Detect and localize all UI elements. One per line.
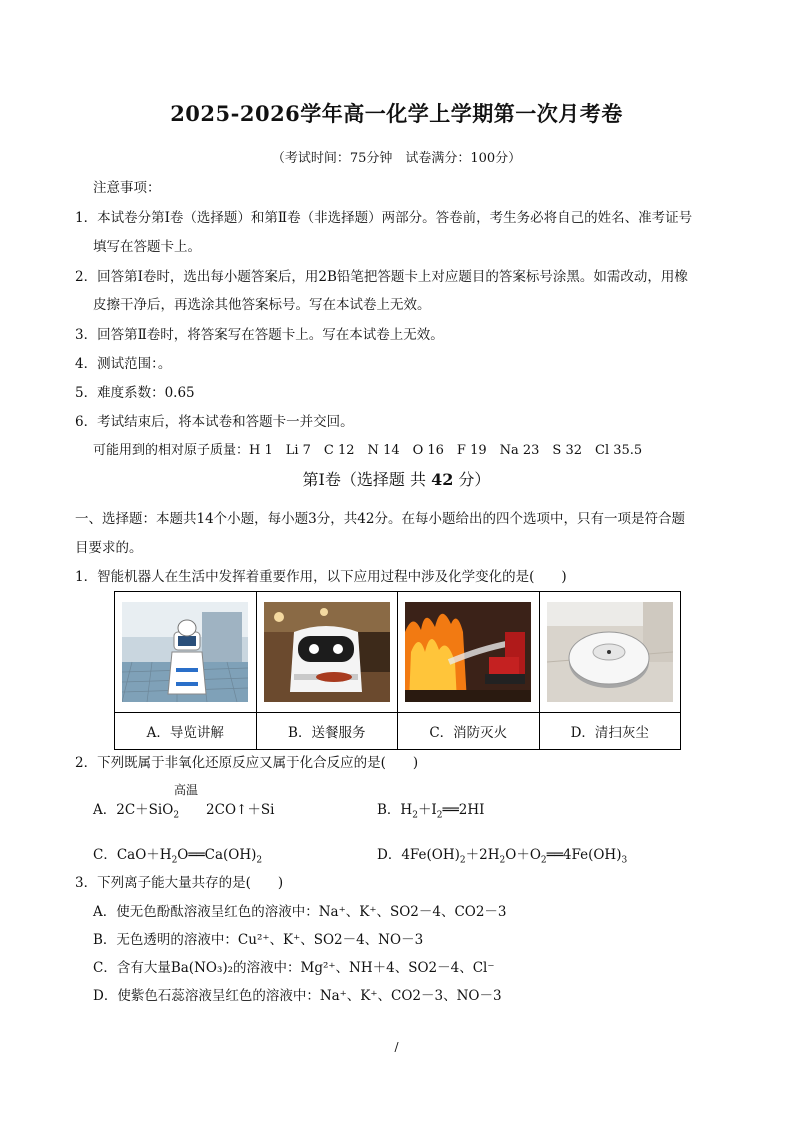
atomic-masses: 可能用到的相对原子质量：H 1 Li 7 C 12 N 14 O 16 F 19 Na 23 S 32 Cl 35.5 [93,443,643,458]
option-b-image-cell [256,592,398,713]
section-heading: 第Ⅰ卷（选择题 共 42 分） [302,470,491,489]
q2-option-c: C．$CaO+H_2O══Ca(OH)_2$ [93,847,263,866]
option-b-caption: B．送餐服务 [256,713,398,750]
q2-option-d: D．$4Fe(OH)_2+2H_2O+O_2══4Fe(OH)_3$ [377,847,628,866]
reaction-condition: 高温 [174,783,199,797]
q3-option-a: A．使无色酚酞溶液呈红色的溶液中：Na⁺、K⁺、SO2－4、CO2－3 [93,904,507,920]
q3-option-b: B．无色透明的溶液中：Cu²⁺、K⁺、SO2－4、NO－3 [93,932,424,948]
question-3-stem: 3．下列离子能大量共存的是( ) [75,875,284,891]
firefighting-robot-image [405,602,531,702]
exam-title: 2025-2026学年高一化学上学期第一次月考卷 [170,101,623,126]
note-6: 6．考试结束后，将本试卷和答题卡一并交回。 [75,414,354,430]
question-1-stem: 1．智能机器人在生活中发挥着重要作用，以下应用过程中涉及化学变化的是( ) [75,569,567,585]
option-c-image-cell [398,592,540,713]
option-d-caption: D．清扫灰尘 [539,713,681,750]
note-1-line1: 1．本试卷分第Ⅰ卷（选择题）和第Ⅱ卷（非选择题）两部分。答卷前，考生务必将自己的姓名、准考证号 [75,210,693,226]
q3-option-c: C．含有大量Ba(NO₃)₂的溶液中：Mg²⁺、NH＋4、SO2－4、Cl⁻ [93,960,495,976]
q2-option-a: A．2C＋SiO$_2$ 2CO↑＋Si [93,802,275,821]
q2-option-b: B．$H_2+I_2══2HI$ [377,802,485,821]
note-5: 5．难度系数：0.65 [75,385,195,401]
vacuum-robot-image [547,602,673,702]
question-1-image-table [114,591,681,750]
note-2-line1: 2．回答第Ⅰ卷时，选出每小题答案后，用2B铅笔把答题卡上对应题目的答案标号涂黑。如需改动，用橡 [75,269,688,285]
note-1-line2: 填写在答题卡上。 [93,239,201,255]
option-a-image-cell [115,592,257,713]
option-d-image-cell [539,592,681,713]
option-a-caption: A．导览讲解 [115,713,257,750]
option-c-caption: C．消防灭火 [398,713,540,750]
part1-intro-line2: 目要求的。 [75,540,143,556]
question-2-stem: 2．下列既属于非氧化还原反应又属于化合反应的是( ) [75,755,419,771]
delivery-robot-image [264,602,390,702]
q3-option-d: D．使紫色石蕊溶液呈红色的溶液中：Na⁺、K⁺、CO2－3、NO－3 [93,988,502,1004]
exam-subtitle: （考试时间：75分钟 试卷满分：100分） [271,151,522,166]
guide-robot-image [122,602,248,702]
page-number: / [394,1040,399,1054]
note-3: 3．回答第Ⅱ卷时，将答案写在答题卡上。写在本试卷上无效。 [75,327,444,343]
notes-heading: 注意事项： [93,180,161,196]
note-4: 4．测试范围：。 [75,356,172,372]
part1-intro-line1: 一、选择题：本题共14个小题，每小题3分，共42分。在每小题给出的四个选项中，只有一项是符合题 [75,511,685,527]
note-2-line2: 皮擦干净后，再选涂其他答案标号。写在本试卷上无效。 [93,297,431,313]
